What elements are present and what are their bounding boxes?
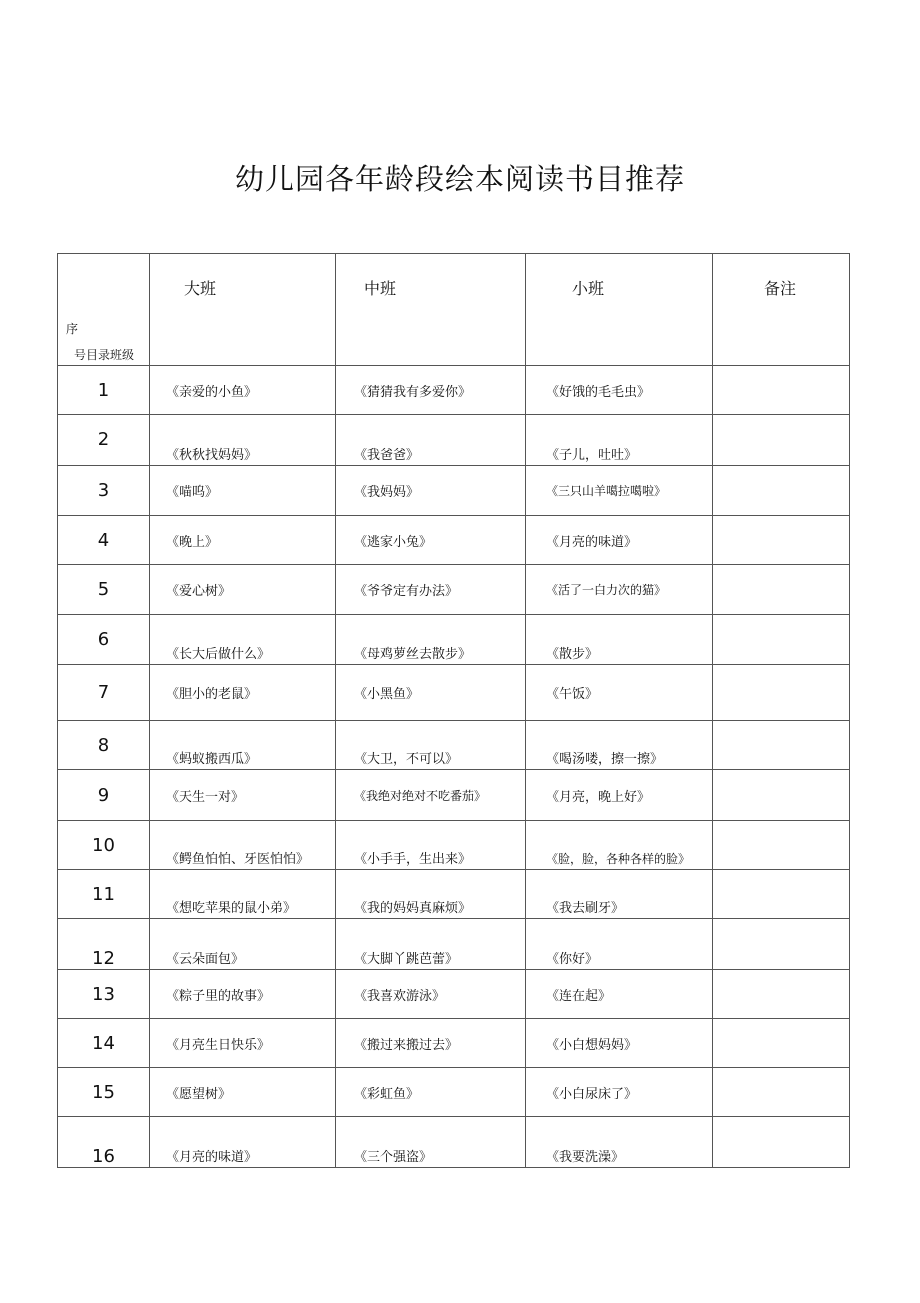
header-seq-cell [58,254,150,366]
small-class-book: 《小白想妈妈》 [526,1019,713,1068]
large-class-book: 《蚂蚁搬西瓜》 [150,721,336,770]
note-cell [713,466,850,516]
middle-class-book: 《小黑鱼》 [336,665,526,721]
small-class-book: 《三只山羊噶拉噶啦》 [526,466,713,516]
small-class-book: 《喝汤喽，擦一擦》 [526,721,713,770]
header-seq-label: 序 [66,322,79,336]
header-small-class-cell [526,254,713,366]
row-number: 5 [58,565,150,615]
table-row [58,970,850,1019]
large-class-book: 《粽子里的故事》 [150,970,336,1019]
note-cell [713,870,850,919]
row-number: 9 [58,770,150,821]
middle-class-book: 《逃家小兔》 [336,516,526,565]
row-number: 6 [58,615,150,665]
small-class-book: 《月亮，晚上好》 [526,770,713,821]
note-cell [713,970,850,1019]
header-middle-class: 中班 [364,279,397,298]
note-cell [713,821,850,870]
small-class-book: 《连在起》 [526,970,713,1019]
row-number: 16 [58,1117,150,1168]
row-number: 4 [58,516,150,565]
row-number: 12 [58,919,150,970]
middle-class-book: 《三个强盗》 [336,1117,526,1168]
header-middle-class-cell [336,254,526,366]
small-class-book: 《我去刷牙》 [526,870,713,919]
small-class-book: 《脸，脸，各种各样的脸》 [526,821,713,870]
note-cell [713,721,850,770]
large-class-book: 《喵呜》 [150,466,336,516]
row-number: 15 [58,1068,150,1117]
book-table [57,253,850,1168]
table-row [58,366,850,415]
table-header-row [58,254,850,366]
small-class-book: 《散步》 [526,615,713,665]
small-class-book: 《午饭》 [526,665,713,721]
middle-class-book: 《大卫，不可以》 [336,721,526,770]
row-number: 3 [58,466,150,516]
small-class-book: 《月亮的味道》 [526,516,713,565]
row-number: 2 [58,415,150,466]
middle-class-book: 《小手手，生出来》 [336,821,526,870]
middle-class-book: 《猜猜我有多爱你》 [336,366,526,415]
row-number: 13 [58,970,150,1019]
table-row [58,615,850,665]
middle-class-book: 《我绝对绝对不吃番茄》 [336,770,526,821]
note-cell [713,366,850,415]
large-class-book: 《月亮生日快乐》 [150,1019,336,1068]
large-class-book: 《云朵面包》 [150,919,336,970]
large-class-book: 《想吃苹果的鼠小弟》 [150,870,336,919]
note-cell [713,615,850,665]
table-row [58,770,850,821]
table-row [58,1019,850,1068]
middle-class-book: 《大脚丫跳芭蕾》 [336,919,526,970]
table-row [58,821,850,870]
note-cell [713,1068,850,1117]
middle-class-book: 《我喜欢游泳》 [336,970,526,1019]
table-row [58,1068,850,1117]
note-cell [713,516,850,565]
middle-class-book: 《我的妈妈真麻烦》 [336,870,526,919]
header-small-class: 小班 [572,279,605,298]
table-row [58,516,850,565]
large-class-book: 《月亮的味道》 [150,1117,336,1168]
large-class-book: 《天生一对》 [150,770,336,821]
header-note: 备注 [764,279,797,298]
table-row [58,466,850,516]
middle-class-book: 《母鸡萝丝去散步》 [336,615,526,665]
large-class-book: 《亲爱的小鱼》 [150,366,336,415]
small-class-book: 《子儿，吐吐》 [526,415,713,466]
table-row [58,919,850,970]
note-cell [713,919,850,970]
table-row [58,870,850,919]
row-number: 10 [58,821,150,870]
table-row [58,665,850,721]
header-large-class: 大班 [184,279,217,298]
large-class-book: 《秋秋找妈妈》 [150,415,336,466]
row-number: 14 [58,1019,150,1068]
row-number: 1 [58,366,150,415]
note-cell [713,1117,850,1168]
large-class-book: 《长大后做什么》 [150,615,336,665]
row-number: 11 [58,870,150,919]
small-class-book: 《好饿的毛毛虫》 [526,366,713,415]
header-catalog-class-label: 号目录班级 [74,348,135,362]
small-class-book: 《你好》 [526,919,713,970]
table-row [58,721,850,770]
table-row [58,1117,850,1168]
large-class-book: 《愿望树》 [150,1068,336,1117]
large-class-book: 《胆小的老鼠》 [150,665,336,721]
small-class-book: 《小白尿床了》 [526,1068,713,1117]
row-number: 7 [58,665,150,721]
note-cell [713,565,850,615]
note-cell [713,770,850,821]
large-class-book: 《爱心树》 [150,565,336,615]
row-number: 8 [58,721,150,770]
middle-class-book: 《我爸爸》 [336,415,526,466]
table-row [58,565,850,615]
header-large-class-cell [150,254,336,366]
middle-class-book: 《搬过来搬过去》 [336,1019,526,1068]
large-class-book: 《晚上》 [150,516,336,565]
large-class-book: 《鳄鱼怕怕、牙医怕怕》 [150,821,336,870]
page-title: 幼儿园各年龄段绘本阅读书目推荐 [234,162,685,196]
table-row [58,415,850,466]
middle-class-book: 《彩虹鱼》 [336,1068,526,1117]
note-cell [713,415,850,466]
small-class-book: 《活了一白力次的猫》 [526,565,713,615]
note-cell [713,665,850,721]
middle-class-book: 《我妈妈》 [336,466,526,516]
small-class-book: 《我要洗澡》 [526,1117,713,1168]
header-note-cell [713,254,850,366]
note-cell [713,1019,850,1068]
middle-class-book: 《爷爷定有办法》 [336,565,526,615]
